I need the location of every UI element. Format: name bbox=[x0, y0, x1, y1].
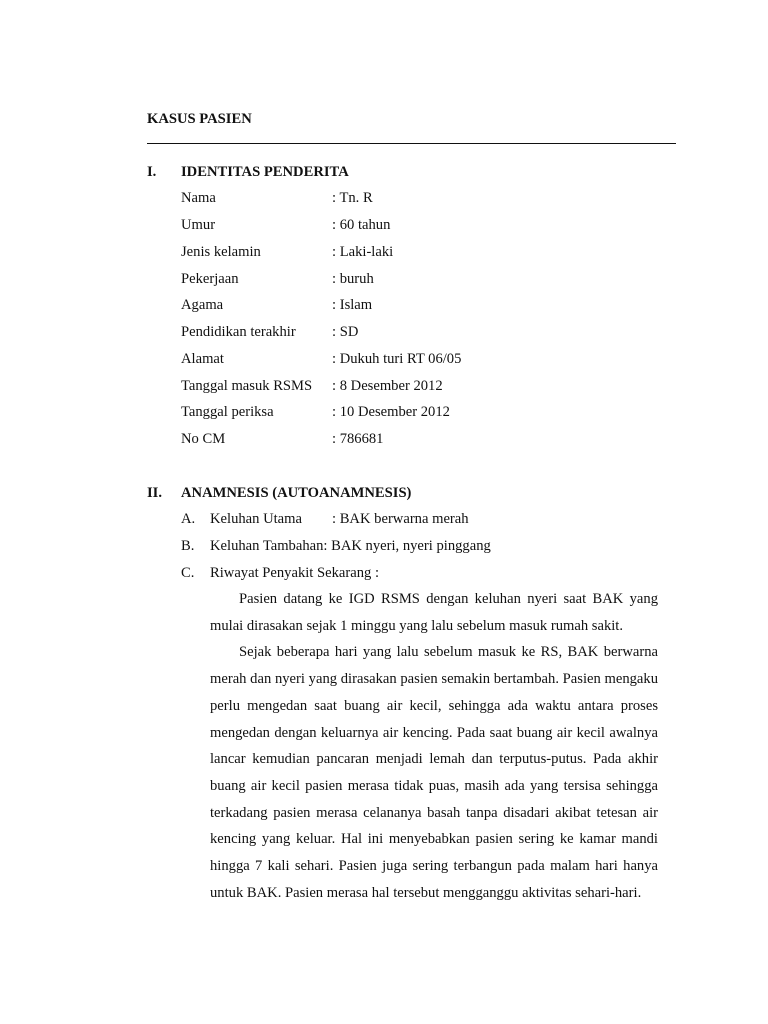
identity-label: Umur bbox=[181, 217, 216, 233]
identity-label: Pekerjaan bbox=[181, 271, 239, 287]
identity-label: Alamat bbox=[181, 351, 224, 367]
list-item-label: Keluhan Utama bbox=[210, 511, 302, 527]
section-2-number: II. bbox=[147, 485, 163, 501]
paragraph: Sejak beberapa hari yang lalu sebelum masuk ke RS, BAK berwarna merah dan nyeri yang dirasakan pasien semakin bertambah. Pasien mengaku perlu mengedan saat buang air kecil, sehingga ada waktu antara proses mengedan dengan keluarnya air kencing. Pada saat buang air kecil awalnya lancar kemudian pancaran menjadi lemah dan terputus-putus. Pada akhir buang air kecil pasien merasa tidak puas, masih ada yang tersisa sehingga terkadang pasien merasa celananya basah tanpa disadari akibat tetesan air kencing yang keluar. Hal ini menyebabkan pasien sering ke kamar mandi hingga 7 kali sehari. Pasien juga sering terbangun pada malam hari hanya untuk BAK. Pasien merasa hal tersebut mengganggu aktivitas sehari-hari. bbox=[210, 644, 658, 901]
title-divider bbox=[147, 143, 676, 144]
section-1-heading: IDENTITAS PENDERITA bbox=[181, 164, 349, 180]
list-item-letter: C. bbox=[181, 565, 195, 581]
identity-value: : Dukuh turi RT 06/05 bbox=[332, 351, 462, 367]
identity-value: : Islam bbox=[332, 297, 373, 313]
list-item-text: Riwayat Penyakit Sekarang : bbox=[210, 565, 380, 581]
identity-value: : Laki-laki bbox=[332, 244, 394, 260]
identity-label: Jenis kelamin bbox=[181, 244, 261, 260]
identity-label: No CM bbox=[181, 431, 226, 447]
list-item-text: Keluhan Tambahan: BAK nyeri, nyeri pinggang bbox=[210, 538, 491, 554]
list-item-value: : BAK berwarna merah bbox=[332, 511, 469, 527]
list-item-letter: B. bbox=[181, 538, 195, 554]
identity-label: Agama bbox=[181, 297, 224, 313]
identity-value: : 10 Desember 2012 bbox=[332, 404, 450, 420]
identity-value: : 8 Desember 2012 bbox=[332, 378, 443, 394]
identity-label: Nama bbox=[181, 190, 216, 206]
identity-label: Tanggal masuk RSMS bbox=[181, 378, 313, 394]
page-title: KASUS PASIEN bbox=[147, 111, 252, 127]
identity-label: Pendidikan terakhir bbox=[181, 324, 296, 340]
identity-value: : 786681 bbox=[332, 431, 384, 447]
list-item-letter: A. bbox=[181, 511, 196, 527]
paragraph: Pasien datang ke IGD RSMS dengan keluhan nyeri saat BAK yang mulai dirasakan sejak 1 minggu yang lalu sebelum masuk rumah sakit. bbox=[210, 591, 658, 634]
section-2-heading: ANAMNESIS (AUTOANAMNESIS) bbox=[181, 485, 412, 501]
identity-value: : SD bbox=[332, 324, 359, 340]
identity-value: : Tn. R bbox=[332, 190, 373, 206]
section-1-number: I. bbox=[147, 164, 157, 180]
identity-value: : 60 tahun bbox=[332, 217, 391, 233]
history-text bbox=[210, 586, 658, 906]
identity-value: : buruh bbox=[332, 271, 374, 287]
identity-label: Tanggal periksa bbox=[181, 404, 274, 420]
